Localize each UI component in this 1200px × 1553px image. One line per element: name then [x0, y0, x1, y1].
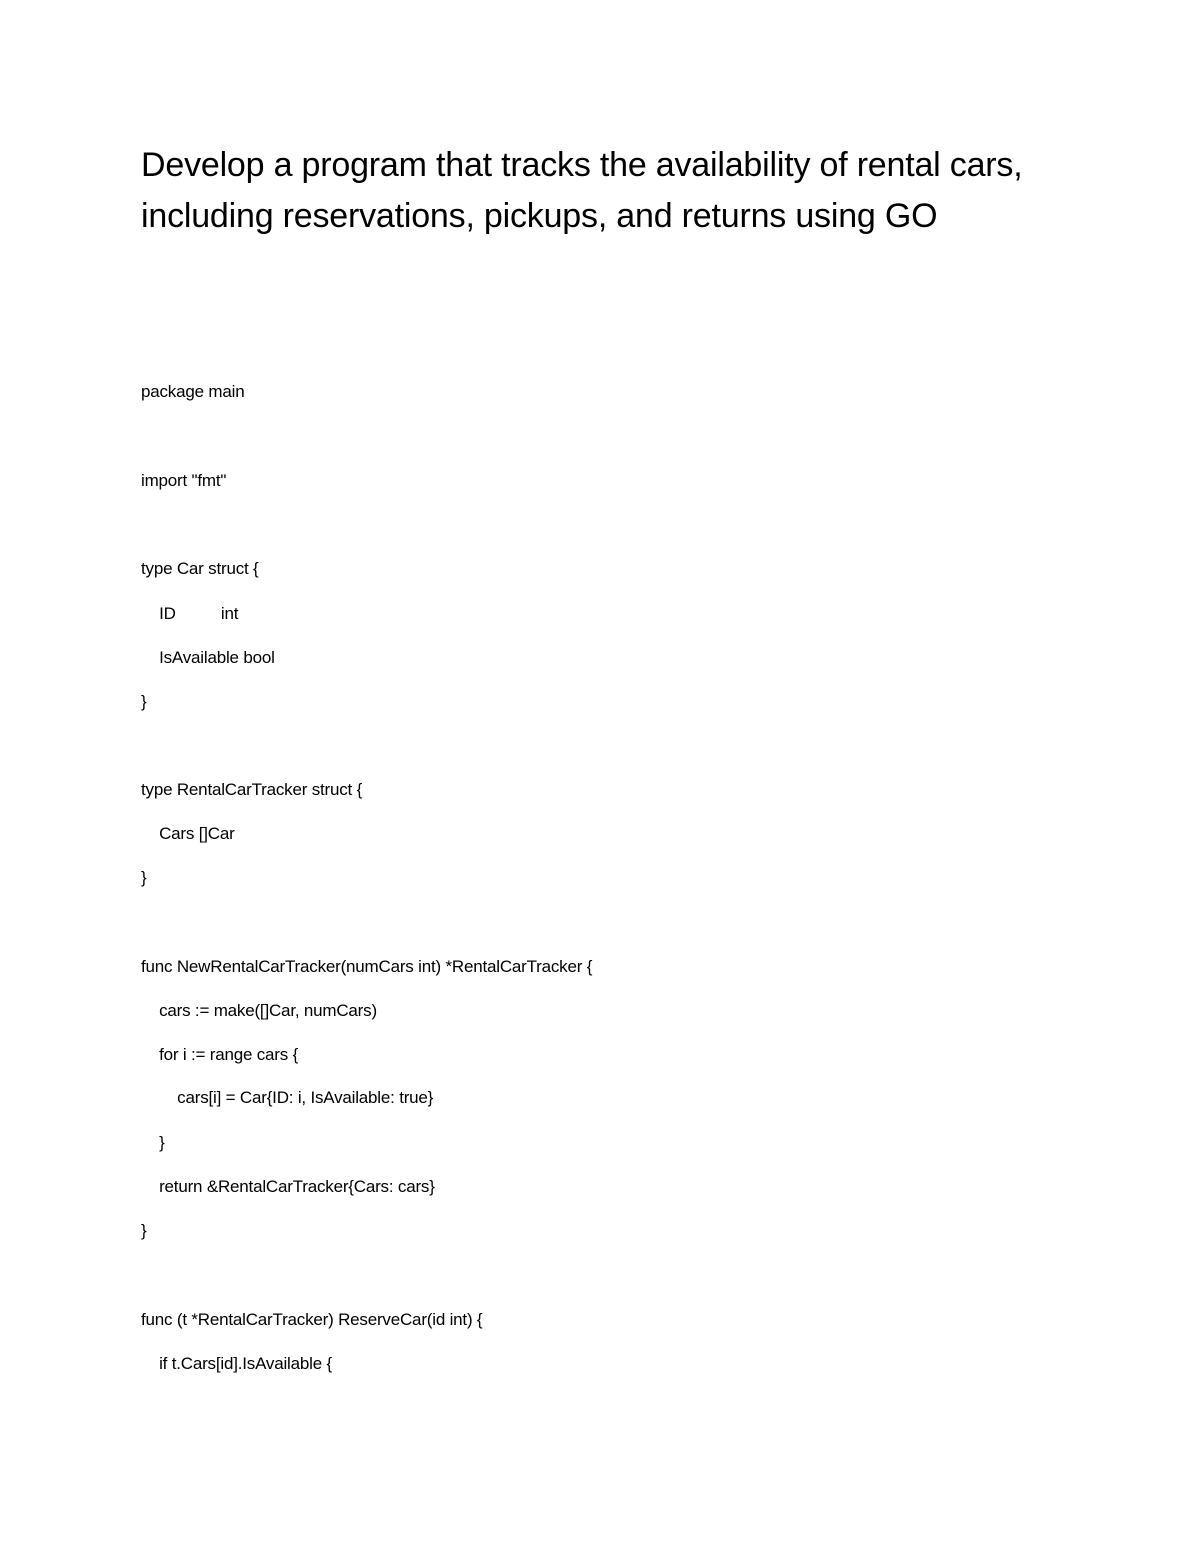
code-line: }: [141, 868, 147, 887]
code-line: return &RentalCarTracker{Cars: cars}: [141, 1177, 435, 1196]
code-line: }: [141, 692, 147, 711]
code-line: func (t *RentalCarTracker) ReserveCar(id int) {: [141, 1310, 483, 1329]
code-line: cars[i] = Car{ID: i, IsAvailable: true}: [141, 1088, 434, 1107]
code-line: import "fmt": [141, 471, 227, 490]
code-line: ID int: [141, 604, 239, 623]
document-heading: Develop a program that tracks the availability of rental cars, including reservations, pickups, and returns using GO: [141, 146, 1023, 235]
code-line: func NewRentalCarTracker(numCars int) *RentalCarTracker {: [141, 957, 593, 976]
code-line: Cars []Car: [141, 824, 235, 843]
code-line: package main: [141, 382, 245, 401]
code-line: }: [141, 1221, 147, 1240]
code-block: [141, 0, 1141, 1553]
code-line: type Car struct {: [141, 559, 259, 578]
code-line: cars := make([]Car, numCars): [141, 1001, 377, 1020]
code-line: IsAvailable bool: [141, 648, 275, 667]
code-line: }: [141, 1133, 165, 1152]
code-line: for i := range cars {: [141, 1045, 299, 1064]
code-line: type RentalCarTracker struct {: [141, 780, 363, 799]
code-line: if t.Cars[id].IsAvailable {: [141, 1354, 332, 1373]
